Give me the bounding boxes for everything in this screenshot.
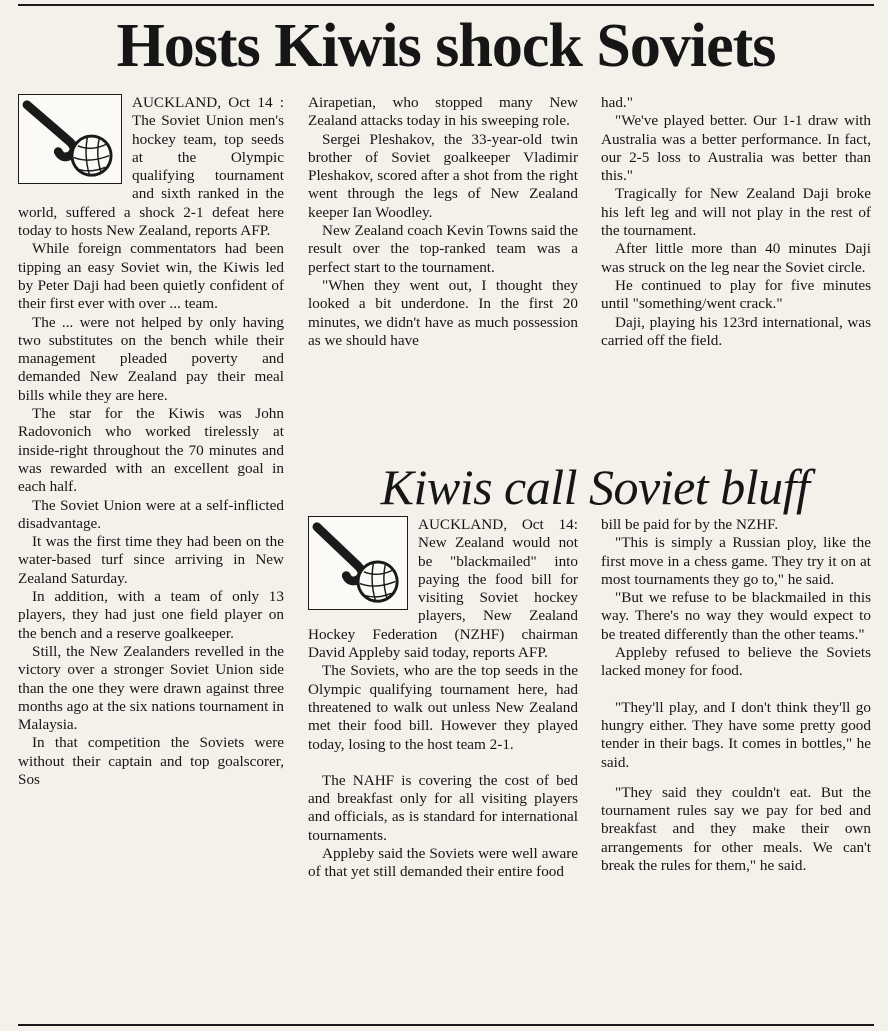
hockey-stick-ball-icon bbox=[309, 517, 407, 609]
hockey-logo-icon bbox=[308, 516, 408, 610]
paragraph: "When they went out, I thought they looked a bit underdone. In the first 20 minutes, we didn't have as much possession as we should have bbox=[308, 276, 578, 349]
paragraph: Appleby refused to believe the Soviets lacked money for food. bbox=[601, 644, 871, 680]
paragraph: AUCKLAND, Oct 14: New Zealand would not be "blackmailed" into paying the food bill for visiting Soviet hockey players, New Zealand Hockey Federation (NZHF) chairman David Appleby said today, reports AFP. bbox=[308, 516, 578, 662]
story1-column-2 bbox=[308, 94, 578, 454]
paragraph: While foreign commentators had been tipping an easy Soviet win, the Kiwis led by Peter Daji had been quietly confident of their first ever with over ... team. bbox=[18, 240, 284, 313]
paragraph: The star for the Kiwis was John Radovonich who worked tirelessly at inside-right throughout the 70 minutes and was rewarded with an excellent goal in each half. bbox=[18, 405, 284, 496]
paragraph: In that competition the Soviets were without their captain and top goalscorer, Sos bbox=[18, 734, 284, 788]
paragraph: The ... were not helped by only having two substitutes on the bench while their management pleaded poverty and demanded New Zealand pay their meal bills while they are here. bbox=[18, 313, 284, 404]
paragraph: In addition, with a team of only 13 players, they had just one field player on the bench and a reserve goalkeeper. bbox=[18, 588, 284, 642]
paragraph: Appleby said the Soviets were well aware of that yet still demanded their entire food bbox=[308, 845, 578, 881]
paragraph: He continued to play for five minutes until "something/went crack." bbox=[601, 276, 871, 313]
bottom-rule bbox=[18, 1024, 874, 1026]
paragraph: AUCKLAND, Oct 14 : The Soviet Union men's hockey team, top seeds at the Olympic qualifying tournament and sixth ranked in the world, suffered a shock 2-1 defeat here today to hosts New Zealand, reports AFP. bbox=[18, 94, 284, 240]
paragraph: Tragically for New Zealand Daji broke his left leg and will not play in the rest of the tournament. bbox=[601, 185, 871, 240]
headline-2: Kiwis call Soviet bluff bbox=[380, 459, 810, 515]
top-rule bbox=[18, 4, 874, 6]
paragraph: "But we refuse to be blackmailed in this way. There's no way they would expect to be treated differently than the other teams." bbox=[601, 589, 871, 643]
paragraph: The Soviet Union were at a self-inflicted disadvantage. bbox=[18, 496, 284, 532]
paragraph: "They'll play, and I don't think they'll go hungry either. They have some pretty good tender in their bags. It comes in bottles," he said. bbox=[601, 698, 871, 771]
paragraph: "They said they couldn't eat. But the tournament rules say we pay for bed and breakfast and they make their own arrangements for other meals. We can't break the rules for them," he said. bbox=[601, 783, 871, 875]
headline-1: Hosts Kiwis shock Soviets bbox=[116, 12, 776, 80]
paragraph: The Soviets, who are the top seeds in the Olympic qualifying tournament here, had threatened to walk out unless New Zealand met their food bill. However they played today, losing to the host team 2-1. bbox=[308, 662, 578, 753]
paragraph: bill be paid for by the NZHF. bbox=[601, 516, 779, 533]
paragraph: Daji, playing his 123rd international, was carried off the field. bbox=[601, 313, 871, 349]
paragraph: New Zealand coach Kevin Towns said the result over the top-ranked team was a perfect start to the tournament. bbox=[308, 222, 578, 276]
paragraph: Sergei Pleshakov, the 33-year-old twin brother of Soviet goalkeeper Vladimir Pleshakov, scored after a shot from the right went through the legs of New Zealand keeper Ian Woodley. bbox=[308, 130, 578, 221]
hockey-stick-ball-icon bbox=[19, 95, 121, 183]
paragraph: After little more than 40 minutes Daji was struck on the leg near the Soviet circle. bbox=[601, 240, 871, 276]
paragraph: had." bbox=[601, 94, 633, 111]
paragraph: The NAHF is covering the cost of bed and breakfast only for all visiting players and officials, as is standard for international tournaments. bbox=[308, 771, 578, 844]
story1-column-3 bbox=[601, 94, 871, 454]
story2-column-2 bbox=[601, 516, 871, 1024]
story1-column-1 bbox=[18, 94, 284, 1026]
paragraph: "This is simply a Russian ploy, like the first move in a chess game. They try it on at most tournaments they go to," he said. bbox=[601, 534, 871, 588]
paragraph: Still, the New Zealanders revelled in the victory over a stronger Soviet Union side than the one they were drawn against three months ago at the six nations tournament in Malaysia. bbox=[18, 642, 284, 734]
paragraph: It was the first time they had been on the water-based turf since arriving in New Zealand Saturday. bbox=[18, 533, 284, 587]
story2-column-1 bbox=[308, 516, 578, 1024]
paragraph: Airapetian, who stopped many New Zealand attacks today in his sweeping role. bbox=[308, 94, 578, 130]
hockey-logo-icon bbox=[18, 94, 122, 184]
paragraph: "We've played better. Our 1-1 draw with Australia was a better performance. In fact, our 2-5 loss to Australia was better than this." bbox=[601, 112, 871, 185]
